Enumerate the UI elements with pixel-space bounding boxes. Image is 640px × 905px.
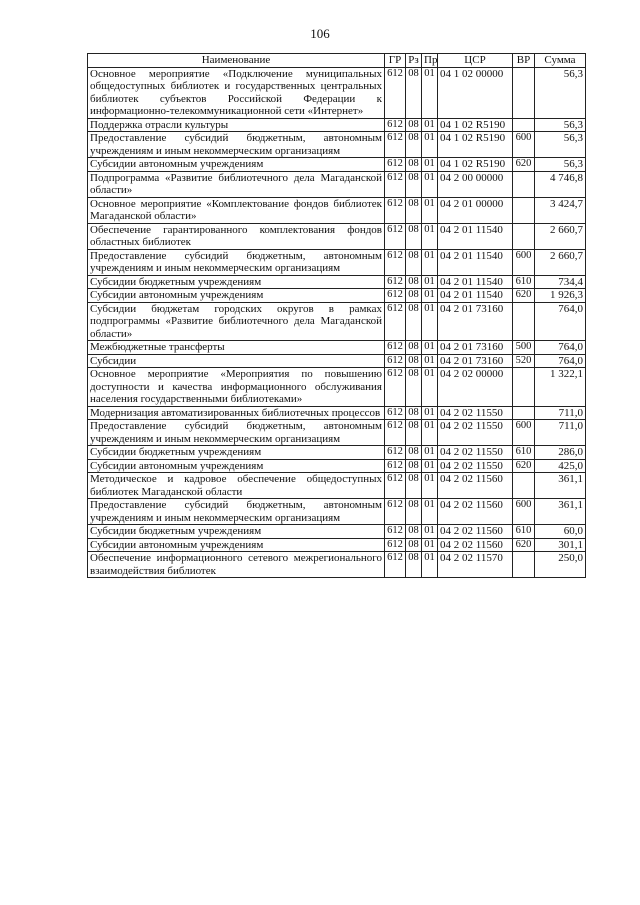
cell-sum: 361,1: [535, 473, 586, 499]
cell-gr: 612: [385, 499, 406, 525]
cell-rz: 08: [406, 302, 422, 341]
cell-name: Субсидии бюджетным учреждениям: [88, 525, 385, 539]
cell-csr: 04 1 02 00000: [438, 67, 513, 118]
cell-pr: 01: [422, 538, 438, 552]
cell-name: Субсидии бюджетным учреждениям: [88, 275, 385, 289]
cell-csr: 04 2 01 73160: [438, 341, 513, 355]
cell-csr: 04 1 02 R5190: [438, 158, 513, 172]
cell-name: Обеспечение гарантированного комплектования фондов областных библиотек: [88, 223, 385, 249]
table-row: [88, 132, 586, 158]
table-row: [88, 302, 586, 341]
cell-vr: [513, 473, 535, 499]
cell-sum: 60,0: [535, 525, 586, 539]
cell-gr: 612: [385, 552, 406, 578]
cell-vr: 610: [513, 446, 535, 460]
cell-gr: 612: [385, 420, 406, 446]
cell-name: Поддержка отрасли культуры: [88, 118, 385, 132]
table-row: [88, 223, 586, 249]
cell-gr: 612: [385, 341, 406, 355]
cell-rz: 08: [406, 552, 422, 578]
cell-pr: 01: [422, 197, 438, 223]
header-name: Наименование: [88, 54, 385, 68]
cell-vr: 620: [513, 459, 535, 473]
cell-vr: 500: [513, 341, 535, 355]
cell-pr: 01: [422, 289, 438, 303]
table-body: [88, 67, 586, 578]
cell-pr: 01: [422, 158, 438, 172]
cell-pr: 01: [422, 473, 438, 499]
cell-gr: 612: [385, 446, 406, 460]
cell-gr: 612: [385, 132, 406, 158]
cell-csr: 04 2 02 11560: [438, 538, 513, 552]
table-header-row: [88, 54, 586, 68]
cell-rz: 08: [406, 289, 422, 303]
cell-vr: 620: [513, 538, 535, 552]
cell-gr: 612: [385, 158, 406, 172]
cell-csr: 04 2 02 11560: [438, 499, 513, 525]
cell-rz: 08: [406, 406, 422, 420]
cell-pr: 01: [422, 420, 438, 446]
cell-sum: 56,3: [535, 118, 586, 132]
cell-name: Субсидии автономным учреждениям: [88, 289, 385, 303]
cell-vr: [513, 171, 535, 197]
cell-pr: 01: [422, 249, 438, 275]
cell-rz: 08: [406, 223, 422, 249]
cell-vr: 610: [513, 525, 535, 539]
cell-pr: 01: [422, 171, 438, 197]
cell-rz: 08: [406, 118, 422, 132]
cell-sum: 56,3: [535, 132, 586, 158]
cell-csr: 04 2 01 00000: [438, 197, 513, 223]
header-gr: ГР: [385, 54, 406, 68]
cell-vr: 620: [513, 158, 535, 172]
table-row: [88, 354, 586, 368]
cell-name: Предоставление субсидий бюджетным, автономным учреждениям и иным некоммерческим организациям: [88, 132, 385, 158]
cell-gr: 612: [385, 302, 406, 341]
cell-csr: 04 2 01 11540: [438, 223, 513, 249]
table-row: [88, 446, 586, 460]
cell-name: Субсидии бюджетам городских округов в рамках подпрограммы «Развитие библиотечного дела Магаданской области»: [88, 302, 385, 341]
cell-csr: 04 2 02 11570: [438, 552, 513, 578]
cell-csr: 04 1 02 R5190: [438, 118, 513, 132]
cell-vr: [513, 197, 535, 223]
cell-sum: 4 746,8: [535, 171, 586, 197]
cell-gr: 612: [385, 473, 406, 499]
cell-sum: 301,1: [535, 538, 586, 552]
cell-name: Субсидии автономным учреждениям: [88, 538, 385, 552]
cell-rz: 08: [406, 459, 422, 473]
cell-gr: 612: [385, 538, 406, 552]
cell-csr: 04 1 02 R5190: [438, 132, 513, 158]
cell-gr: 612: [385, 118, 406, 132]
cell-gr: 612: [385, 249, 406, 275]
table-row: [88, 118, 586, 132]
cell-pr: 01: [422, 446, 438, 460]
table-row: [88, 552, 586, 578]
table-row: [88, 538, 586, 552]
cell-vr: 600: [513, 249, 535, 275]
cell-csr: 04 2 02 11550: [438, 406, 513, 420]
cell-sum: 1 926,3: [535, 289, 586, 303]
cell-csr: 04 2 02 00000: [438, 368, 513, 407]
table-row: [88, 158, 586, 172]
cell-rz: 08: [406, 525, 422, 539]
cell-pr: 01: [422, 368, 438, 407]
cell-gr: 612: [385, 67, 406, 118]
cell-gr: 612: [385, 406, 406, 420]
cell-pr: 01: [422, 525, 438, 539]
cell-sum: 3 424,7: [535, 197, 586, 223]
table-row: [88, 289, 586, 303]
cell-csr: 04 2 02 11560: [438, 525, 513, 539]
cell-pr: 01: [422, 67, 438, 118]
cell-pr: 01: [422, 275, 438, 289]
cell-sum: 286,0: [535, 446, 586, 460]
cell-gr: 612: [385, 354, 406, 368]
cell-pr: 01: [422, 459, 438, 473]
cell-pr: 01: [422, 223, 438, 249]
table-row: [88, 499, 586, 525]
cell-sum: 361,1: [535, 499, 586, 525]
cell-rz: 08: [406, 171, 422, 197]
cell-sum: 1 322,1: [535, 368, 586, 407]
cell-rz: 08: [406, 446, 422, 460]
cell-gr: 612: [385, 368, 406, 407]
cell-rz: 08: [406, 249, 422, 275]
cell-vr: 620: [513, 289, 535, 303]
cell-pr: 01: [422, 341, 438, 355]
cell-sum: 56,3: [535, 67, 586, 118]
table-row: [88, 459, 586, 473]
cell-sum: 56,3: [535, 158, 586, 172]
cell-gr: 612: [385, 197, 406, 223]
cell-name: Обеспечение информационного сетевого межрегионального взаимодействия библиотек: [88, 552, 385, 578]
cell-rz: 08: [406, 499, 422, 525]
table-row: [88, 249, 586, 275]
cell-gr: 612: [385, 289, 406, 303]
cell-pr: 01: [422, 354, 438, 368]
cell-csr: 04 2 01 11540: [438, 289, 513, 303]
cell-name: Межбюджетные трансферты: [88, 341, 385, 355]
table-row: [88, 406, 586, 420]
cell-sum: 764,0: [535, 302, 586, 341]
table-row: [88, 171, 586, 197]
cell-name: Субсидии автономным учреждениям: [88, 158, 385, 172]
cell-name: Основное мероприятие «Комплектование фондов библиотек Магаданской области»: [88, 197, 385, 223]
table-row: [88, 525, 586, 539]
cell-csr: 04 2 01 11540: [438, 275, 513, 289]
cell-name: Предоставление субсидий бюджетным, автономным учреждениям и иным некоммерческим организациям: [88, 249, 385, 275]
cell-pr: 01: [422, 552, 438, 578]
cell-gr: 612: [385, 223, 406, 249]
table-row: [88, 420, 586, 446]
table-row: [88, 275, 586, 289]
cell-gr: 612: [385, 171, 406, 197]
cell-csr: 04 2 01 73160: [438, 302, 513, 341]
cell-vr: 610: [513, 275, 535, 289]
cell-csr: 04 2 02 11560: [438, 473, 513, 499]
cell-rz: 08: [406, 275, 422, 289]
cell-name: Субсидии бюджетным учреждениям: [88, 446, 385, 460]
cell-csr: 04 2 01 73160: [438, 354, 513, 368]
cell-name: Субсидии автономным учреждениям: [88, 459, 385, 473]
cell-vr: [513, 406, 535, 420]
cell-rz: 08: [406, 341, 422, 355]
table-row: [88, 368, 586, 407]
cell-sum: 764,0: [535, 354, 586, 368]
cell-name: Методическое и кадровое обеспечение общедоступных библиотек Магаданской области: [88, 473, 385, 499]
cell-csr: 04 2 00 00000: [438, 171, 513, 197]
cell-vr: 600: [513, 132, 535, 158]
cell-pr: 01: [422, 499, 438, 525]
cell-sum: 250,0: [535, 552, 586, 578]
cell-name: Предоставление субсидий бюджетным, автономным учреждениям и иным некоммерческим организациям: [88, 499, 385, 525]
table-row: [88, 473, 586, 499]
cell-csr: 04 2 02 11550: [438, 459, 513, 473]
cell-sum: 734,4: [535, 275, 586, 289]
cell-vr: 600: [513, 420, 535, 446]
cell-csr: 04 2 01 11540: [438, 249, 513, 275]
cell-rz: 08: [406, 197, 422, 223]
cell-gr: 612: [385, 525, 406, 539]
table-row: [88, 67, 586, 118]
page-number: 106: [310, 26, 330, 41]
cell-sum: 711,0: [535, 420, 586, 446]
cell-pr: 01: [422, 132, 438, 158]
cell-vr: [513, 118, 535, 132]
cell-name: Предоставление субсидий бюджетным, автономным учреждениям и иным некоммерческим организациям: [88, 420, 385, 446]
table-row: [88, 197, 586, 223]
cell-sum: 2 660,7: [535, 249, 586, 275]
cell-name: Подпрограмма «Развитие библиотечного дела Магаданской области»: [88, 171, 385, 197]
cell-rz: 08: [406, 473, 422, 499]
cell-vr: [513, 552, 535, 578]
cell-pr: 01: [422, 406, 438, 420]
cell-csr: 04 2 02 11550: [438, 446, 513, 460]
header-rz: Рз: [406, 54, 422, 68]
cell-gr: 612: [385, 459, 406, 473]
cell-name: Модернизация автоматизированных библиотечных процессов: [88, 406, 385, 420]
cell-rz: 08: [406, 420, 422, 446]
cell-sum: 711,0: [535, 406, 586, 420]
cell-rz: 08: [406, 368, 422, 407]
header-csr: ЦСР: [438, 54, 513, 68]
header-vr: ВР: [513, 54, 535, 68]
cell-gr: 612: [385, 275, 406, 289]
cell-vr: 600: [513, 499, 535, 525]
cell-name: Субсидии: [88, 354, 385, 368]
cell-vr: [513, 67, 535, 118]
cell-name: Основное мероприятие «Подключение муниципальных общедоступных библиотек и государственных центральных библиотек субъектов Российской Федерации к информационно-телекоммуникационной сети «Интернет»: [88, 67, 385, 118]
cell-rz: 08: [406, 132, 422, 158]
cell-rz: 08: [406, 538, 422, 552]
cell-sum: 2 660,7: [535, 223, 586, 249]
budget-table: [87, 53, 586, 578]
cell-sum: 764,0: [535, 341, 586, 355]
cell-rz: 08: [406, 158, 422, 172]
cell-csr: 04 2 02 11550: [438, 420, 513, 446]
cell-pr: 01: [422, 118, 438, 132]
cell-vr: [513, 368, 535, 407]
header-sum: Сумма: [535, 54, 586, 68]
table-row: [88, 341, 586, 355]
cell-rz: 08: [406, 354, 422, 368]
cell-name: Основное мероприятие «Мероприятия по повышению доступности и качества информационного обслуживания населения государственными библиотеками»: [88, 368, 385, 407]
cell-sum: 425,0: [535, 459, 586, 473]
cell-vr: 520: [513, 354, 535, 368]
cell-rz: 08: [406, 67, 422, 118]
cell-vr: [513, 302, 535, 341]
header-pr: Пр: [422, 54, 438, 68]
cell-pr: 01: [422, 302, 438, 341]
cell-vr: [513, 223, 535, 249]
